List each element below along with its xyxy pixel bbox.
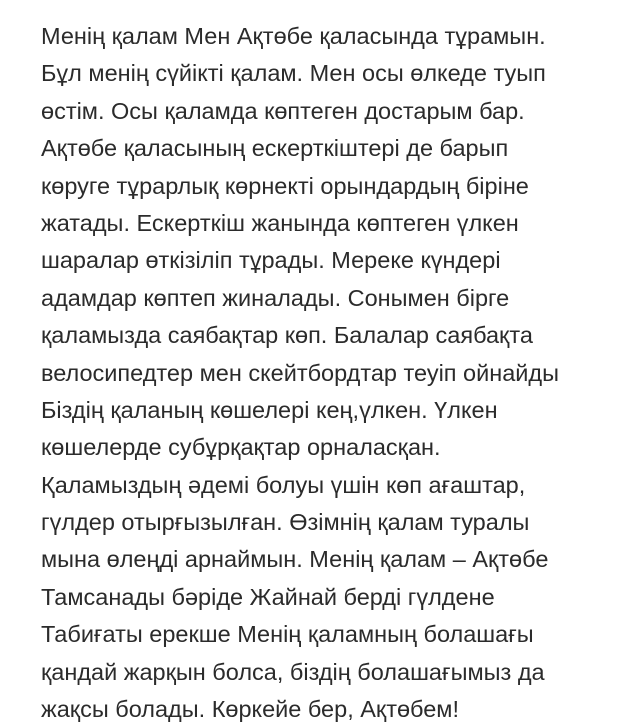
- text-line: Табиғаты ерекше Менің қаламның болашағы: [41, 621, 534, 648]
- text-line: Ақтөбе қаласының ескерткіштері де барып: [41, 135, 509, 162]
- text-line: қандай жарқын болса, біздің болашағымыз да: [41, 658, 545, 685]
- text-line: велосипедтер мен скейтбордтар теуіп ойнайды: [41, 359, 560, 386]
- text-line: өстім. Осы қаламда көптеген достарым бар.: [41, 97, 525, 124]
- text-line: жатады. Ескерткіш жанында көптеген үлкен: [41, 209, 519, 236]
- text-line: көшелерде субұрқақтар орналасқан.: [41, 434, 441, 461]
- text-line: адамдар көптеп жиналады. Сонымен бірге: [41, 284, 510, 311]
- text-line: гүлдер отырғызылған. Өзімнің қалам туралы: [41, 509, 530, 536]
- text-line: Біздің қаланың көшелері кең,үлкен. Үлкен: [41, 396, 498, 423]
- text-line: қаламызда саябақтар көп. Балалар саябақта: [41, 322, 533, 349]
- text-line: Бұл менің сүйікті қалам. Мен осы өлкеде туып: [41, 60, 546, 87]
- text-line: жақсы болады. Көркейе бер, Ақтөбем!: [41, 696, 459, 723]
- essay-text: [41, 18, 638, 724]
- text-line: мына өлеңді арнаймын. Менің қалам – Ақтөбе: [41, 546, 549, 573]
- text-line: Менің қалам Мен Ақтөбе қаласында тұрамын.: [41, 23, 546, 49]
- text-line: шаралар өткізіліп тұрады. Мереке күндері: [41, 247, 501, 274]
- text-line: Тамсанады бәріде Жайнай берді гүлдене: [41, 583, 495, 610]
- text-line: Қаламыздың әдемі болуы үшін көп ағаштар,: [41, 471, 526, 498]
- text-line: көруге тұрарлық көрнекті орындардың біріне: [41, 172, 529, 199]
